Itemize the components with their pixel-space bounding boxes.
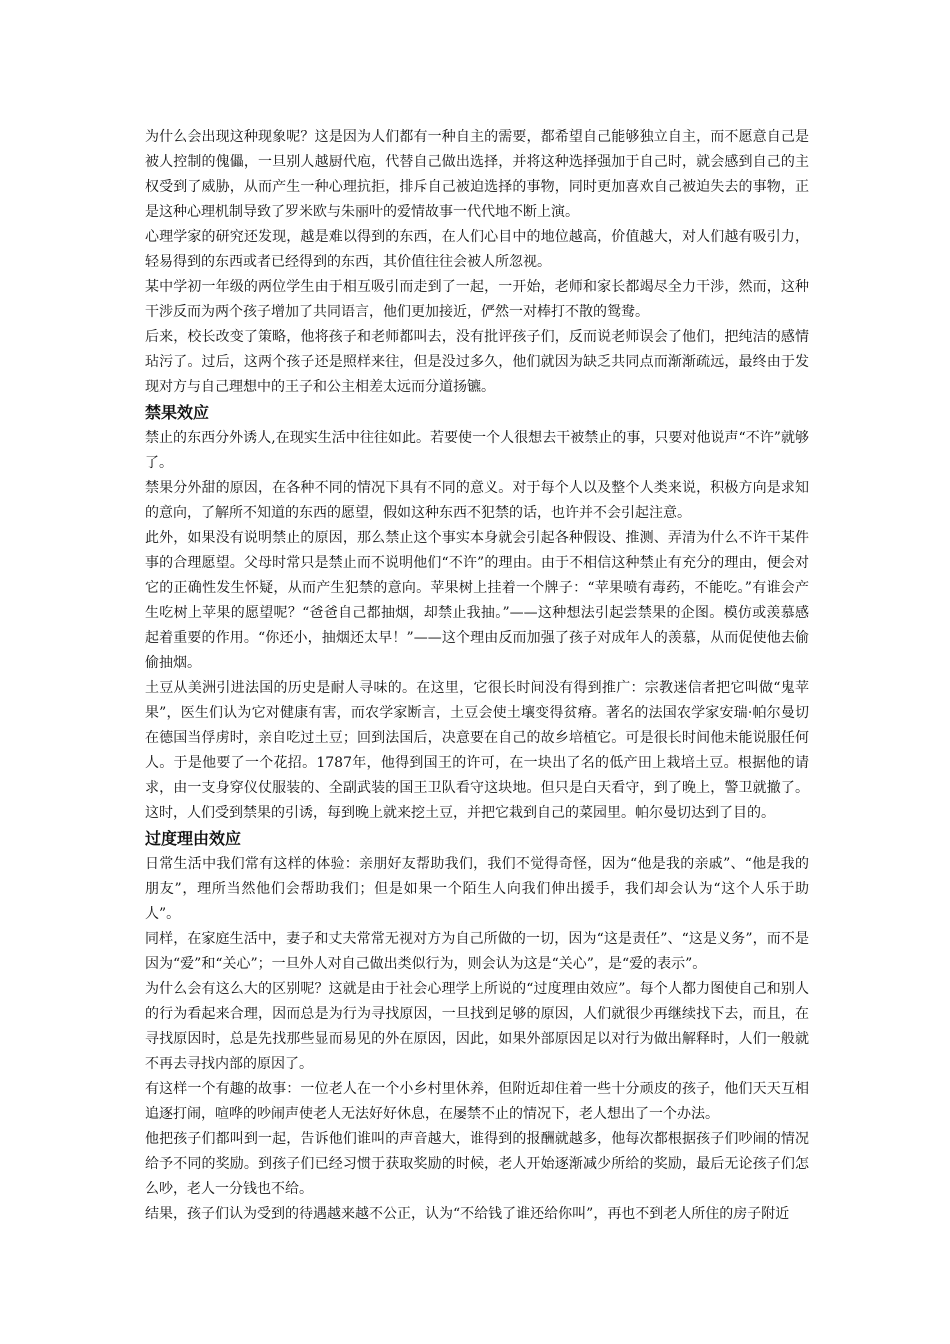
paragraph: 为什么会有这么大的区别呢？这就是由于社会心理学上所说的“过度理由效应”。每个人都力图使自己和别人的行为看起来合理，因而总是为行为寻找原因，一旦找到足够的原因，人们就很少再继续找下去，而且，在寻找原因时，总是先找那些显而易见的外在原因，因此，如果外部原因足以对行为做出解释时，人们一般就不再去寻找内部的原因了。	[145, 981, 809, 1072]
section-heading-forbidden-fruit: 禁果效应	[145, 403, 210, 422]
paragraph: 同样，在家庭生活中，妻子和丈夫常常无视对方为自己所做的一切，因为“这是责任”、“这是义务”，而不是因为“爱”和“关心”；一旦外人对自己做出类似行为，则会认为这是“关心”，是“爱的表示”。	[145, 931, 809, 972]
paragraph: 为什么会出现这种现象呢？这是因为人们都有一种自主的需要，都希望自己能够独立自主，而不愿意自己是被人控制的傀儡，一旦别人越厨代庖，代替自己做出选择，并将这种选择强加于自己时，就会感到自己的主权受到了威胁，从而产生一种心理抗拒，排斥自己被迫选择的事物，同时更加喜欢自己被迫失去的事物，正是这种心理机制导致了罗米欧与朱丽叶的爱情故事一代代地不断上演。	[145, 129, 809, 220]
paragraph: 心理学家的研究还发现，越是难以得到的东西，在人们心目中的地位越高，价值越大，对人们越有吸引力，轻易得到的东西或者已经得到的东西，其价值往往会被人所忽视。	[145, 229, 809, 270]
paragraph: 禁止的东西分外诱人,在现实生活中往往如此。若要使一个人很想去干被禁止的事，只要对他说声“不许”就够了。	[145, 430, 809, 471]
section-heading-overjustification: 过度理由效应	[145, 829, 242, 848]
paragraph: 某中学初一年级的两位学生由于相互吸引而走到了一起，一开始，老师和家长都竭尽全力干涉，然而，这种干涉反而为两个孩子增加了共同语言，他们更加接近，俨然一对棒打不散的鸳鸯。	[145, 279, 809, 320]
paragraph: 日常生活中我们常有这样的体验：亲朋好友帮助我们，我们不觉得奇怪，因为“他是我的亲戚”、“他是我的朋友”，理所当然他们会帮助我们；但是如果一个陌生人向我们伸出援手，我们却会认为“这个人乐于助人”。	[145, 856, 809, 922]
paragraph: 有这样一个有趣的故事：一位老人在一个小乡村里休养，但附近却住着一些十分顽皮的孩子，他们天天互相追逐打闹，喧哗的吵闹声使老人无法好好休息，在屡禁不止的情况下，老人想出了一个办法。	[145, 1081, 809, 1122]
paragraph: 禁果分外甜的原因，在各种不同的情况下具有不同的意义。对于每个人以及整个人类来说，积极方向是求知的意向，了解所不知道的东西的愿望，假如这种东西不犯禁的话，也许并不会引起注意。	[145, 480, 809, 521]
paragraph: 后来，校长改变了策略，他将孩子和老师都叫去，没有批评孩子们，反而说老师误会了他们，把纯洁的感情玷污了。过后，这两个孩子还是照样来往，但是没过多久，他们就因为缺乏共同点而渐渐疏远，最终由于发现对方与自己理想中的王子和公主相差太远而分道扬镳。	[145, 329, 809, 395]
paragraph: 土豆从美洲引进法国的历史是耐人寻味的。在这里，它很长时间没有得到推广：宗教迷信者把它叫做“鬼苹果”，医生们认为它对健康有害，而农学家断言，土豆会使土壤变得贫瘠。著名的法国农学家安瑞·帕尔曼切在德国当俘虏时，亲自吃过土豆；回到法国后，决意要在自己的故乡培植它。可是很长时间他未能说服任何人。于是他要了一个花招。1787年，他得到国王的许可，在一块出了名的低产田上栽培土豆。根据他的请求，由一支身穿仪仗服装的、全副武装的国王卫队看守这块地。但只是白天看守，到了晚上，警卫就撤了。这时，人们受到禁果的引诱，每到晚上就来挖土豆，并把它栽到自己的菜园里。帕尔曼切达到了目的。	[145, 680, 809, 821]
paragraph: 结果，孩子们认为受到的待遇越来越不公正，认为“不给钱了谁还给你叫”，再也不到老人所住的房子附近	[145, 1206, 790, 1222]
paragraph: 他把孩子们都叫到一起，告诉他们谁叫的声音越大，谁得到的报酬就越多，他每次都根据孩子们吵闹的情况给予不同的奖励。到孩子们已经习惯于获取奖励的时候，老人开始逐渐减少所给的奖励，最后无论孩子们怎么吵，老人一分钱也不给。	[145, 1131, 809, 1197]
paragraph: 此外，如果没有说明禁止的原因，那么禁止这个事实本身就会引起各种假设、推测、弄清为什么不许干某件事的合理愿望。父母时常只是禁止而不说明他们“不许”的理由。由于不相信这种禁止有充分的理由，便会对它的正确性发生怀疑，从而产生犯禁的意向。苹果树上挂着一个牌子：“苹果喷有毒药，不能吃。”有谁会产生吃树上苹果的愿望呢？“爸爸自己都抽烟，却禁止我抽。”——这种想法引起尝禁果的企图。模仿或羡慕感起着重要的作用。“你还小，抽烟还太早！”——这个理由反而加强了孩子对成年人的羡慕，从而促使他去偷偷抽烟。	[145, 530, 809, 671]
document-page	[145, 125, 809, 1227]
